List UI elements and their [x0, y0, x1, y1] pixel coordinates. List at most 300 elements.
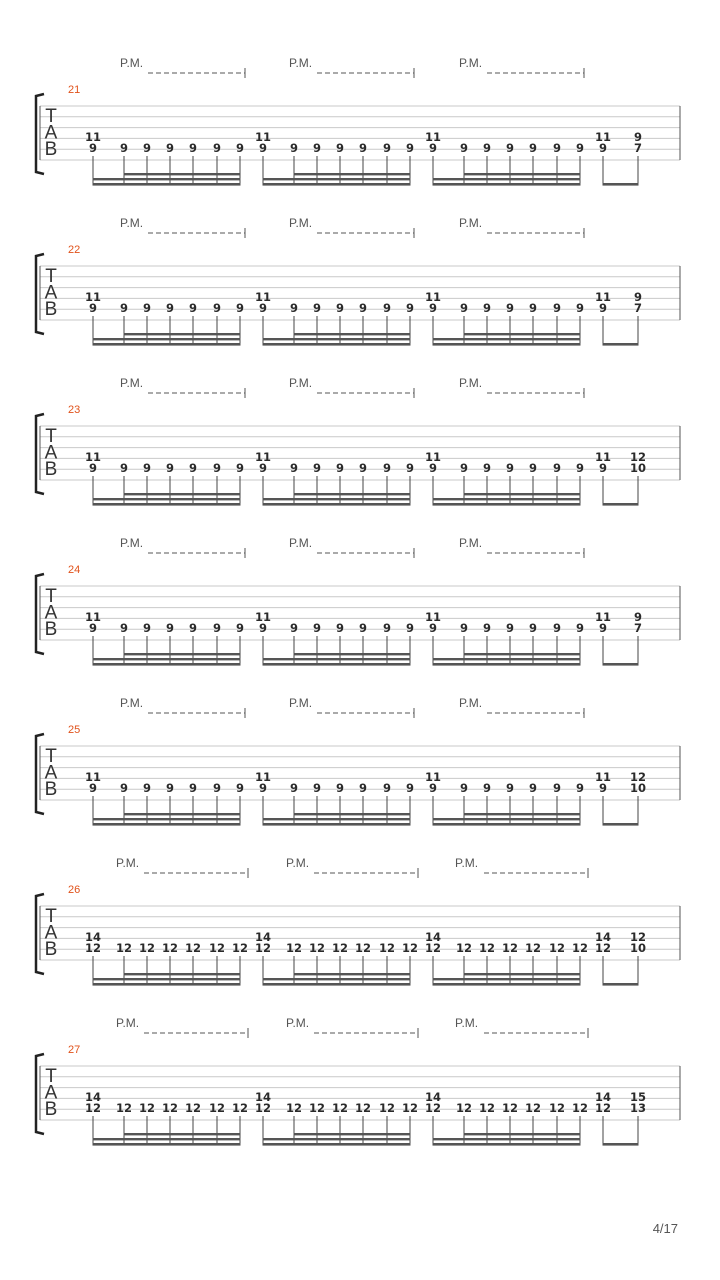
fret-number: 9: [119, 141, 129, 155]
fret-number: 12: [84, 941, 102, 955]
fret-number: 9: [505, 781, 515, 795]
fret-number: 9: [258, 621, 268, 635]
fret-number: 12: [184, 941, 202, 955]
fret-number: 12: [524, 941, 542, 955]
beam-primary: [93, 823, 241, 826]
palm-mute-label: P.M.: [286, 856, 310, 870]
beam-primary: [93, 343, 241, 346]
measure-number: 24: [68, 564, 81, 576]
fret-number: 12: [354, 941, 372, 955]
fret-number: 9: [142, 461, 152, 475]
fret-number: 9: [633, 610, 643, 624]
beam-primary: [433, 503, 581, 506]
palm-mute-label: P.M.: [116, 856, 140, 870]
fret-number: 9: [428, 141, 438, 155]
fret-number: 9: [312, 621, 322, 635]
fret-number: 11: [424, 770, 442, 784]
measure-number: 26: [68, 884, 81, 896]
fret-number: 9: [235, 781, 245, 795]
fret-number: 12: [354, 1101, 372, 1115]
beam-secondary: [93, 338, 241, 340]
fret-number: 12: [308, 941, 326, 955]
fret-number: 11: [424, 450, 442, 464]
fret-number: 14: [594, 930, 612, 944]
beam-secondary: [263, 658, 411, 660]
fret-number: 11: [254, 290, 272, 304]
fret-number: 9: [188, 621, 198, 635]
beam-primary: [263, 1143, 411, 1146]
beam-tertiary: [124, 653, 241, 655]
beam-primary: [603, 663, 639, 666]
fret-number: 11: [594, 770, 612, 784]
fret-number: 9: [552, 301, 562, 315]
beam-primary: [603, 183, 639, 186]
beam-primary: [263, 343, 411, 346]
fret-number: 11: [254, 610, 272, 624]
fret-number: 9: [382, 461, 392, 475]
fret-number: 12: [629, 930, 647, 944]
fret-number: 9: [335, 781, 345, 795]
beam-tertiary: [124, 973, 241, 975]
fret-number: 9: [142, 781, 152, 795]
tab-clef-letter: B: [44, 299, 58, 320]
fret-number: 9: [528, 141, 538, 155]
fret-number: 9: [88, 621, 98, 635]
fret-number: 12: [401, 941, 419, 955]
palm-mute-label: P.M.: [286, 1016, 310, 1030]
beam-secondary: [263, 498, 411, 500]
fret-number: 9: [258, 301, 268, 315]
measure-number: 25: [68, 724, 81, 736]
beam-secondary: [433, 338, 581, 340]
fret-number: 12: [455, 941, 473, 955]
palm-mute-label: P.M.: [289, 696, 313, 710]
fret-number: 9: [289, 301, 299, 315]
fret-number: 11: [84, 290, 102, 304]
beam-primary: [433, 983, 581, 986]
palm-mute-label: P.M.: [289, 376, 313, 390]
fret-number: 9: [575, 141, 585, 155]
tab-clef-letter: T: [45, 906, 57, 927]
fret-number: 9: [235, 141, 245, 155]
fret-number: 10: [629, 941, 647, 955]
fret-number: 9: [119, 621, 129, 635]
fret-number: 9: [382, 781, 392, 795]
beam-tertiary: [464, 973, 581, 975]
beam-secondary: [433, 1138, 581, 1140]
fret-number: 9: [289, 621, 299, 635]
tab-clef-letter: B: [44, 939, 58, 960]
fret-number: 11: [254, 770, 272, 784]
beam-primary: [603, 983, 639, 986]
tab-clef-letter: T: [45, 426, 57, 447]
fret-number: 9: [505, 301, 515, 315]
fret-number: 9: [165, 461, 175, 475]
fret-number: 9: [505, 461, 515, 475]
beam-tertiary: [294, 173, 411, 175]
fret-number: 9: [459, 141, 469, 155]
palm-mute-label: P.M.: [120, 696, 144, 710]
beam-tertiary: [294, 813, 411, 815]
fret-number: 11: [594, 450, 612, 464]
fret-number: 9: [165, 301, 175, 315]
fret-number: 11: [84, 130, 102, 144]
fret-number: 9: [405, 621, 415, 635]
tab-clef-letter: A: [44, 282, 58, 304]
fret-number: 9: [459, 461, 469, 475]
fret-number: 9: [598, 141, 608, 155]
fret-number: 9: [188, 141, 198, 155]
fret-number: 9: [482, 301, 492, 315]
fret-number: 9: [312, 781, 322, 795]
fret-number: 12: [571, 1101, 589, 1115]
fret-number: 9: [335, 621, 345, 635]
fret-number: 11: [84, 610, 102, 624]
fret-number: 9: [165, 781, 175, 795]
beam-tertiary: [464, 653, 581, 655]
fret-number: 11: [594, 290, 612, 304]
beam-secondary: [263, 178, 411, 180]
fret-number: 9: [482, 781, 492, 795]
beam-tertiary: [294, 653, 411, 655]
tab-clef-letter: T: [45, 106, 57, 127]
palm-mute-label: P.M.: [116, 1016, 140, 1030]
beam-tertiary: [294, 973, 411, 975]
fret-number: 9: [165, 621, 175, 635]
fret-number: 9: [505, 141, 515, 155]
palm-mute-label: P.M.: [120, 56, 144, 70]
fret-number: 9: [552, 781, 562, 795]
fret-number: 9: [405, 141, 415, 155]
fret-number: 9: [258, 141, 268, 155]
fret-number: 12: [524, 1101, 542, 1115]
fret-number: 9: [428, 461, 438, 475]
fret-number: 9: [459, 301, 469, 315]
fret-number: 9: [119, 781, 129, 795]
beam-secondary: [93, 818, 241, 820]
beam-tertiary: [294, 333, 411, 335]
fret-number: 9: [212, 461, 222, 475]
fret-number: 12: [501, 941, 519, 955]
beam-secondary: [93, 658, 241, 660]
fret-number: 11: [424, 290, 442, 304]
fret-number: 9: [428, 301, 438, 315]
fret-number: 9: [289, 461, 299, 475]
fret-number: 9: [598, 461, 608, 475]
fret-number: 9: [575, 301, 585, 315]
beam-primary: [263, 503, 411, 506]
measure-number: 21: [68, 84, 81, 96]
fret-number: 9: [405, 301, 415, 315]
beam-primary: [93, 983, 241, 986]
tab-clef-letter: T: [45, 1066, 57, 1087]
tab-clef-letter: B: [44, 1099, 58, 1120]
beam-primary: [263, 183, 411, 186]
fret-number: 12: [378, 1101, 396, 1115]
fret-number: 12: [478, 1101, 496, 1115]
fret-number: 9: [212, 781, 222, 795]
fret-number: 9: [552, 141, 562, 155]
fret-number: 12: [285, 941, 303, 955]
fret-number: 7: [633, 141, 643, 155]
palm-mute-label: P.M.: [120, 376, 144, 390]
tab-clef-letter: B: [44, 779, 58, 800]
fret-number: 12: [424, 1101, 442, 1115]
fret-number: 9: [235, 301, 245, 315]
fret-number: 9: [528, 461, 538, 475]
beam-tertiary: [124, 173, 241, 175]
palm-mute-label: P.M.: [289, 536, 313, 550]
fret-number: 12: [478, 941, 496, 955]
fret-number: 12: [455, 1101, 473, 1115]
fret-number: 9: [289, 781, 299, 795]
beam-secondary: [263, 818, 411, 820]
beam-tertiary: [464, 333, 581, 335]
fret-number: 14: [84, 1090, 102, 1104]
tab-clef-letter: A: [44, 602, 58, 624]
fret-number: 9: [482, 621, 492, 635]
fret-number: 11: [84, 450, 102, 464]
fret-number: 9: [119, 461, 129, 475]
fret-number: 9: [142, 141, 152, 155]
fret-number: 9: [88, 781, 98, 795]
fret-number: 13: [629, 1101, 647, 1115]
fret-number: 9: [88, 141, 98, 155]
beam-primary: [433, 823, 581, 826]
fret-number: 12: [184, 1101, 202, 1115]
palm-mute-label: P.M.: [289, 56, 313, 70]
beam-primary: [93, 503, 241, 506]
beam-primary: [603, 823, 639, 826]
fret-number: 11: [594, 130, 612, 144]
measure-number: 23: [68, 404, 81, 416]
fret-number: 9: [212, 141, 222, 155]
fret-number: 11: [424, 130, 442, 144]
beam-secondary: [93, 178, 241, 180]
fret-number: 9: [575, 621, 585, 635]
palm-mute-label: P.M.: [120, 216, 144, 230]
fret-number: 12: [161, 1101, 179, 1115]
fret-number: 9: [552, 621, 562, 635]
fret-number: 9: [212, 301, 222, 315]
beam-secondary: [433, 658, 581, 660]
beam-secondary: [263, 978, 411, 980]
fret-number: 9: [312, 141, 322, 155]
beam-secondary: [93, 978, 241, 980]
fret-number: 9: [235, 461, 245, 475]
palm-mute-label: P.M.: [455, 856, 479, 870]
palm-mute-label: P.M.: [459, 536, 483, 550]
fret-number: 9: [358, 621, 368, 635]
fret-number: 12: [629, 450, 647, 464]
fret-number: 9: [358, 141, 368, 155]
fret-number: 9: [188, 301, 198, 315]
beam-tertiary: [124, 493, 241, 495]
fret-number: 9: [312, 461, 322, 475]
fret-number: 9: [428, 621, 438, 635]
tab-clef-letter: A: [44, 442, 58, 464]
fret-number: 9: [459, 781, 469, 795]
fret-number: 9: [258, 781, 268, 795]
fret-number: 14: [254, 930, 272, 944]
fret-number: 12: [285, 1101, 303, 1115]
fret-number: 9: [119, 301, 129, 315]
tab-clef-letter: A: [44, 1082, 58, 1104]
tab-clef-letter: B: [44, 459, 58, 480]
fret-number: 9: [142, 621, 152, 635]
fret-number: 9: [312, 301, 322, 315]
fret-number: 12: [138, 1101, 156, 1115]
fret-number: 9: [335, 301, 345, 315]
beam-secondary: [433, 178, 581, 180]
tab-clef-letter: A: [44, 762, 58, 784]
fret-number: 9: [405, 461, 415, 475]
fret-number: 9: [335, 141, 345, 155]
fret-number: 12: [424, 941, 442, 955]
fret-number: 9: [575, 781, 585, 795]
beam-primary: [433, 343, 581, 346]
fret-number: 9: [358, 461, 368, 475]
fret-number: 9: [598, 621, 608, 635]
fret-number: 9: [528, 301, 538, 315]
fret-number: 12: [401, 1101, 419, 1115]
beam-tertiary: [464, 173, 581, 175]
fret-number: 11: [254, 130, 272, 144]
fret-number: 12: [115, 1101, 133, 1115]
fret-number: 12: [501, 1101, 519, 1115]
tab-clef-letter: A: [44, 122, 58, 144]
fret-number: 9: [552, 461, 562, 475]
fret-number: 12: [548, 1101, 566, 1115]
beam-tertiary: [124, 333, 241, 335]
fret-number: 9: [335, 461, 345, 475]
beam-tertiary: [294, 493, 411, 495]
beam-secondary: [93, 498, 241, 500]
beam-primary: [433, 1143, 581, 1146]
fret-number: 11: [254, 450, 272, 464]
fret-number: 9: [633, 290, 643, 304]
fret-number: 7: [633, 301, 643, 315]
beam-tertiary: [464, 1133, 581, 1135]
fret-number: 12: [629, 770, 647, 784]
fret-number: 12: [231, 941, 249, 955]
beam-secondary: [433, 978, 581, 980]
beam-primary: [93, 663, 241, 666]
tab-clef-letter: A: [44, 922, 58, 944]
fret-number: 9: [575, 461, 585, 475]
beam-primary: [433, 183, 581, 186]
palm-mute-label: P.M.: [459, 696, 483, 710]
fret-number: 9: [358, 301, 368, 315]
fret-number: 9: [258, 461, 268, 475]
tab-clef-letter: T: [45, 586, 57, 607]
fret-number: 12: [138, 941, 156, 955]
fret-number: 9: [428, 781, 438, 795]
fret-number: 9: [528, 781, 538, 795]
beam-secondary: [93, 1138, 241, 1140]
fret-number: 9: [188, 461, 198, 475]
fret-number: 15: [629, 1090, 647, 1104]
fret-number: 7: [633, 621, 643, 635]
fret-number: 11: [594, 610, 612, 624]
fret-number: 9: [382, 621, 392, 635]
page-number: 4/17: [652, 1221, 678, 1236]
beam-secondary: [433, 818, 581, 820]
fret-number: 12: [331, 1101, 349, 1115]
fret-number: 12: [254, 941, 272, 955]
fret-number: 9: [88, 301, 98, 315]
fret-number: 9: [382, 301, 392, 315]
fret-number: 12: [254, 1101, 272, 1115]
beam-primary: [603, 1143, 639, 1146]
beam-tertiary: [294, 1133, 411, 1135]
fret-number: 14: [254, 1090, 272, 1104]
fret-number: 12: [594, 941, 612, 955]
fret-number: 12: [208, 1101, 226, 1115]
fret-number: 9: [88, 461, 98, 475]
fret-number: 14: [84, 930, 102, 944]
beam-tertiary: [124, 1133, 241, 1135]
fret-number: 12: [571, 941, 589, 955]
fret-number: 9: [142, 301, 152, 315]
beam-tertiary: [464, 493, 581, 495]
fret-number: 9: [505, 621, 515, 635]
fret-number: 12: [161, 941, 179, 955]
beam-primary: [93, 1143, 241, 1146]
fret-number: 9: [459, 621, 469, 635]
fret-number: 11: [424, 610, 442, 624]
fret-number: 10: [629, 781, 647, 795]
beam-secondary: [433, 498, 581, 500]
tab-clef-letter: B: [44, 619, 58, 640]
fret-number: 9: [482, 141, 492, 155]
palm-mute-label: P.M.: [459, 376, 483, 390]
fret-number: 9: [598, 781, 608, 795]
tab-clef-letter: T: [45, 266, 57, 287]
palm-mute-label: P.M.: [459, 216, 483, 230]
beam-primary: [603, 343, 639, 346]
fret-number: 9: [382, 141, 392, 155]
fret-number: 12: [231, 1101, 249, 1115]
fret-number: 12: [115, 941, 133, 955]
fret-number: 9: [212, 621, 222, 635]
fret-number: 9: [165, 141, 175, 155]
fret-number: 9: [405, 781, 415, 795]
fret-number: 9: [289, 141, 299, 155]
beam-primary: [263, 663, 411, 666]
fret-number: 9: [598, 301, 608, 315]
palm-mute-label: P.M.: [120, 536, 144, 550]
fret-number: 14: [424, 930, 442, 944]
fret-number: 12: [378, 941, 396, 955]
beam-primary: [263, 823, 411, 826]
fret-number: 9: [482, 461, 492, 475]
fret-number: 12: [84, 1101, 102, 1115]
palm-mute-label: P.M.: [459, 56, 483, 70]
measure-number: 27: [68, 1044, 81, 1056]
beam-secondary: [263, 1138, 411, 1140]
fret-number: 12: [594, 1101, 612, 1115]
fret-number: 12: [548, 941, 566, 955]
palm-mute-label: P.M.: [289, 216, 313, 230]
beam-primary: [433, 663, 581, 666]
beam-tertiary: [124, 813, 241, 815]
beam-primary: [93, 183, 241, 186]
fret-number: 9: [358, 781, 368, 795]
fret-number: 9: [235, 621, 245, 635]
fret-number: 12: [331, 941, 349, 955]
beam-primary: [603, 503, 639, 506]
